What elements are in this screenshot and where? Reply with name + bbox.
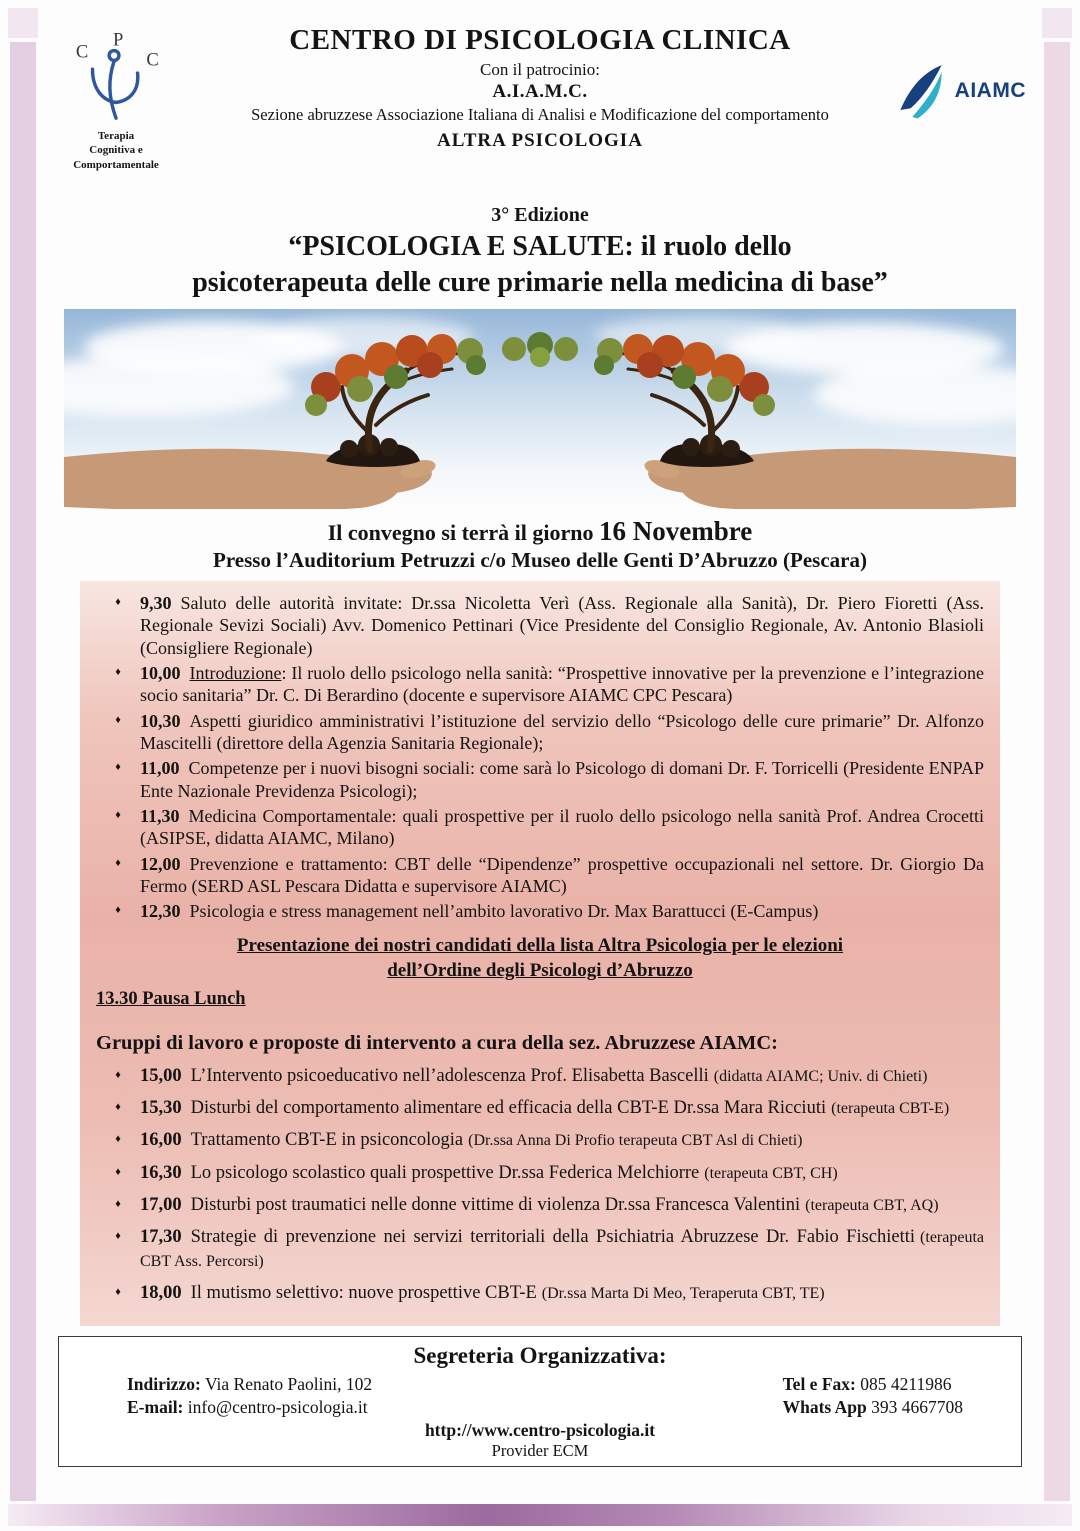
candidates-presentation bbox=[96, 934, 984, 983]
schedule-item bbox=[96, 592, 984, 659]
item-note: (terapeuta CBT Ass. Percorsi) bbox=[140, 1229, 984, 1270]
address-label: Indirizzo: bbox=[127, 1374, 201, 1395]
gruppi-heading: Gruppi di lavoro e proposte di intervento a cura della sez. Abruzzese AIAMC: bbox=[96, 1031, 778, 1054]
item-time: 17,00 bbox=[140, 1195, 182, 1215]
email-line bbox=[127, 1396, 372, 1419]
event-title-line1: “PSICOLOGIA E SALUTE: il ruolo dello bbox=[288, 231, 792, 262]
footer-left-column bbox=[81, 1373, 372, 1419]
footer-box bbox=[58, 1336, 1022, 1467]
hands-trees-photo bbox=[64, 309, 1016, 509]
footer-contacts bbox=[81, 1373, 999, 1419]
aiamc-logo-label: AIAMC bbox=[954, 79, 1026, 102]
diamond-bullet-icon: ♦ bbox=[115, 666, 121, 678]
address-line bbox=[127, 1373, 372, 1396]
frame-bar-right bbox=[1044, 42, 1070, 1501]
cpc-letter-c2: C bbox=[146, 49, 159, 71]
diamond-bullet-icon: ♦ bbox=[115, 1198, 121, 1210]
footer-right-column bbox=[783, 1373, 999, 1419]
aiamc-bird-icon bbox=[895, 60, 947, 122]
diamond-bullet-icon: ♦ bbox=[115, 596, 121, 609]
event-title-line2: psicoterapeuta delle cure primarie nella medicina di base” bbox=[192, 267, 888, 299]
item-time: 12,00 bbox=[140, 853, 181, 874]
item-time: 11,30 bbox=[140, 805, 180, 826]
schedule-item bbox=[96, 1226, 984, 1273]
aiamc-acronym-line: A.I.A.M.C. bbox=[492, 81, 588, 102]
schedule-item bbox=[96, 1065, 984, 1088]
item-note: (terapeuta CBT, AQ) bbox=[805, 1197, 939, 1214]
flyer-content bbox=[52, 24, 1028, 1467]
whatsapp-label: Whats App bbox=[782, 1396, 867, 1417]
item-time: 9,30 bbox=[140, 593, 172, 614]
schedule-item bbox=[96, 1162, 984, 1185]
presentation-line1: Presentazione dei nostri candidati della lista Altra Psicologia per le elezioni bbox=[236, 935, 844, 957]
item-time: 17,30 bbox=[140, 1227, 182, 1248]
item-desc: L’Intervento psicoeducativo nell’adolescenza Prof. Elisabetta Bascelli bbox=[190, 1065, 709, 1086]
schedule-item bbox=[96, 1282, 984, 1305]
diamond-bullet-icon: ♦ bbox=[115, 1133, 121, 1146]
item-desc: Psicologia e stress management nell’ambito lavorativo Dr. Max Barattucci (E-Campus) bbox=[189, 901, 819, 922]
item-desc: Prevenzione e trattamento: CBT delle “Dipendenze” prospettive occupazionali nel settore. Dr. Giorgio Da Fermo (SERD ASL Pescara Didatta e supervisore AIAMC) bbox=[140, 853, 984, 896]
item-note: (Dr.ssa Anna Di Profio terapeuta CBT Asl di Chieti) bbox=[468, 1132, 803, 1150]
patronage-line: Con il patrocinio: bbox=[480, 60, 600, 79]
venue-line: Presso l’Auditorium Petruzzi c/o Museo delle Genti D’Abruzzo (Pescara) bbox=[213, 548, 867, 573]
item-time: 10,30 bbox=[140, 710, 181, 731]
event-title-block bbox=[52, 204, 1028, 299]
schedule-item bbox=[96, 1194, 984, 1217]
item-desc: Disturbi post traumatici nelle donne vittime di violenza Dr.ssa Francesca Valentini bbox=[190, 1195, 801, 1215]
item-desc: Saluto delle autorità invitate: Dr.ssa Nicoletta Verì (Ass. Regionale alla Sanità), Dr. Piero Fioretti (Ass. Regionale Sevizi Sociali) Avv. Domenico Pettinari (Vice Presidente del Consiglio Regionale, Av. Antonio Blasioli (Consigliere Regionale) bbox=[140, 593, 984, 658]
item-desc: Il mutismo selettivo: nuove prospettive CBT-E bbox=[190, 1282, 537, 1303]
diamond-bullet-icon: ♦ bbox=[115, 761, 121, 774]
item-time: 12,30 bbox=[140, 901, 181, 922]
email-value: info@centro-psicologia.it bbox=[187, 1396, 368, 1417]
diamond-bullet-icon: ♦ bbox=[115, 1285, 121, 1298]
item-desc: Competenze per i nuovi bisogni sociali: come sarà lo Psicologo di domani Dr. F. Torricelli (Presidente ENPAP Ente Nazionale Previdenza Psicologi); bbox=[140, 758, 984, 801]
footer-title: Segreteria Organizzativa: bbox=[413, 1343, 667, 1369]
item-desc: Strategie di prevenzione nei servizi territoriali della Psichiatria Abruzzese Dr. Fabio Fischietti bbox=[190, 1227, 916, 1248]
header-text bbox=[150, 24, 930, 152]
cpc-caption-line2: Cognitiva e bbox=[89, 144, 143, 157]
cpc-letter-p: P bbox=[113, 30, 124, 51]
address-value: Via Renato Paolini, 102 bbox=[204, 1374, 373, 1395]
whatsapp-line bbox=[783, 1396, 963, 1419]
item-note: (terapeuta CBT-E) bbox=[831, 1100, 950, 1118]
cpc-caption-line3: Comportamentale bbox=[73, 158, 159, 171]
venue-block bbox=[52, 516, 1028, 573]
diamond-bullet-icon: ♦ bbox=[115, 808, 121, 821]
schedule-item bbox=[96, 853, 984, 898]
frame-corner-top-right bbox=[1042, 8, 1072, 38]
item-desc: Disturbi del comportamento alimentare ed efficacia della CBT-E Dr.ssa Mara Ricciuti bbox=[190, 1098, 827, 1119]
item-desc: Lo psicologo scolastico quali prospettive Dr.ssa Federica Melchiorre bbox=[190, 1162, 700, 1183]
aiamc-logo bbox=[895, 60, 1026, 122]
cpc-logo bbox=[56, 30, 176, 172]
cpc-logo-icon bbox=[62, 30, 170, 124]
frame-corner-top-left bbox=[8, 8, 38, 38]
tel-line bbox=[783, 1373, 963, 1396]
date-line bbox=[52, 516, 1028, 547]
date-line-prefix: Il convegno si terrà il giorno bbox=[327, 520, 600, 546]
tel-label: Tel e Fax: bbox=[782, 1374, 856, 1395]
website-url: http://www.centro-psicologia.it bbox=[424, 1419, 656, 1440]
schedule-item bbox=[96, 662, 984, 707]
item-note: (terapeuta CBT, CH) bbox=[704, 1164, 838, 1182]
item-desc: Medicina Comportamentale: quali prospettive per il ruolo dello psicologo nella sanità Prof. Andrea Crocetti (ASIPSE, didatta AIAMC, Milano) bbox=[140, 805, 984, 849]
schedule-item bbox=[96, 900, 984, 922]
item-time: 11,00 bbox=[140, 758, 180, 779]
email-label: E-mail: bbox=[127, 1396, 184, 1417]
schedule-item bbox=[96, 805, 984, 850]
tel-value: 085 4211986 bbox=[860, 1374, 952, 1395]
item-time: 16,30 bbox=[140, 1162, 182, 1183]
diamond-bullet-icon: ♦ bbox=[115, 1068, 121, 1081]
cpc-caption-line1: Terapia bbox=[97, 130, 135, 142]
diamond-bullet-icon: ♦ bbox=[115, 713, 121, 726]
item-time: 16,00 bbox=[140, 1130, 182, 1151]
schedule-item bbox=[96, 1097, 984, 1120]
item-note: (Dr.ssa Marta Di Meo, Teraperuta CBT, TE) bbox=[541, 1284, 825, 1302]
event-date: 16 Novembre bbox=[599, 516, 753, 547]
presentation-line2: dell’Ordine degli Psicologi d’Abruzzo bbox=[387, 960, 693, 982]
item-time: 10,00 bbox=[140, 663, 181, 683]
schedule-block bbox=[80, 581, 1000, 1326]
diamond-bullet-icon: ♦ bbox=[115, 904, 121, 917]
diamond-bullet-icon: ♦ bbox=[115, 856, 121, 869]
frame-bar-bottom bbox=[8, 1504, 1072, 1526]
diamond-bullet-icon: ♦ bbox=[115, 1165, 121, 1178]
item-desc: : Il ruolo dello psicologo nella sanità: “Prospettive innovative per la prevenzione e l’integrazione socio sanitaria” Dr. C. Di Berardino (docente e supervisore AIAMC CPC Pescara) bbox=[140, 663, 984, 706]
item-desc: Aspetti giuridico amministrativi l’istituzione del servizio dello “Psicologo delle cure primarie” Dr. Alfonzo Mascitelli (direttore della Agenzia Sanitaria Regionale); bbox=[140, 710, 984, 753]
diamond-bullet-icon: ♦ bbox=[115, 1230, 121, 1243]
whatsapp-value: 393 4667708 bbox=[871, 1396, 963, 1417]
schedule-item bbox=[96, 1129, 984, 1152]
item-desc: Trattamento CBT-E in psiconcologia bbox=[190, 1130, 464, 1151]
item-time: 15,30 bbox=[140, 1098, 182, 1119]
item-time: 18,00 bbox=[140, 1282, 182, 1303]
provider-ecm-line: Provider ECM bbox=[491, 1440, 589, 1460]
altra-psicologia-line: ALTRA PSICOLOGIA bbox=[437, 130, 643, 151]
item-lead: Introduzione bbox=[189, 663, 282, 683]
edition-label: 3° Edizione bbox=[491, 204, 589, 226]
header bbox=[52, 24, 1028, 192]
cpc-letter-c1: C bbox=[75, 41, 89, 63]
schedule-item bbox=[96, 710, 984, 755]
diamond-bullet-icon: ♦ bbox=[115, 1101, 121, 1114]
cpc-glyph bbox=[93, 51, 138, 119]
item-time: 15,00 bbox=[140, 1065, 182, 1086]
section-line: Sezione abruzzese Associazione Italiana di Analisi e Modificazione del comportamento bbox=[251, 105, 829, 124]
org-title: CENTRO DI PSICOLOGIA CLINICA bbox=[289, 24, 791, 56]
item-note: (didatta AIAMC; Univ. di Chieti) bbox=[713, 1067, 928, 1085]
schedule-item bbox=[96, 757, 984, 802]
pausa-lunch-line: 13.30 Pausa Lunch bbox=[96, 988, 246, 1009]
frame-bar-left bbox=[10, 42, 36, 1501]
